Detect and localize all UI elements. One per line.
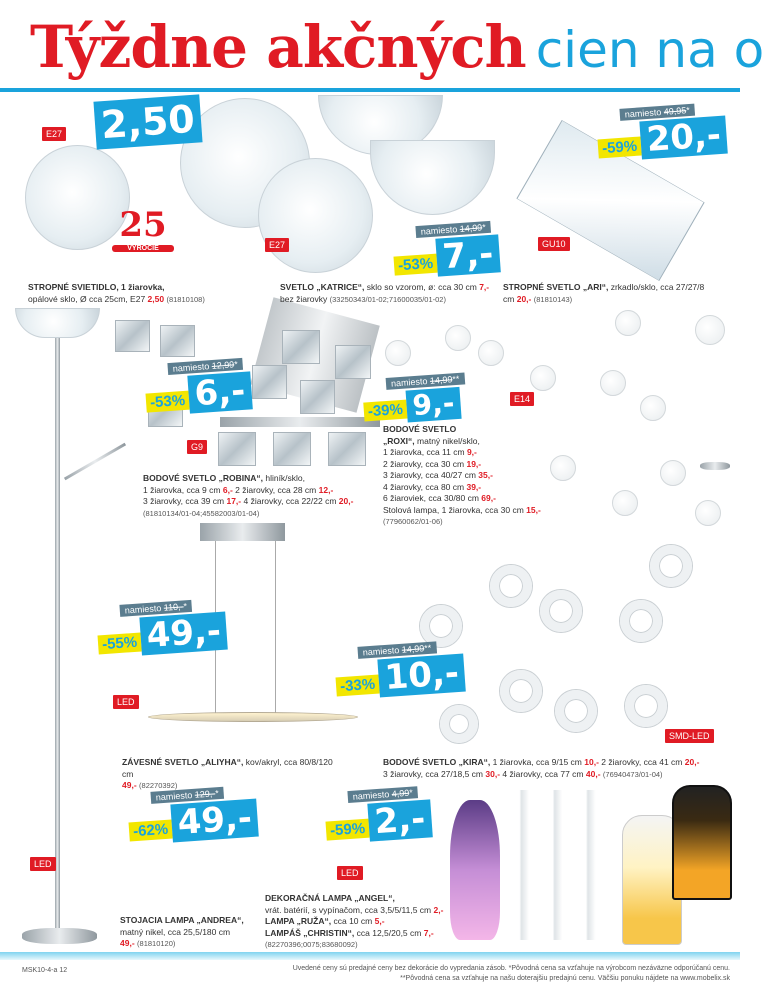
socket-label: LED bbox=[337, 866, 363, 880]
aliyha-bar bbox=[148, 712, 358, 722]
discount-badge: -39% bbox=[363, 400, 407, 422]
page-code: MSK10-4-a 12 bbox=[22, 967, 68, 974]
robina-bar bbox=[220, 417, 380, 427]
robina-cube bbox=[300, 380, 335, 414]
sale-price: 6,- bbox=[187, 371, 252, 413]
lantern-black-image bbox=[672, 785, 732, 900]
discount-badge: -59% bbox=[598, 136, 642, 158]
roxi-bulb bbox=[640, 395, 666, 421]
robina-cube bbox=[335, 345, 371, 379]
roxi-bulb bbox=[695, 315, 725, 345]
roxi-bulb bbox=[612, 490, 638, 516]
price-tag-kira bbox=[333, 636, 466, 701]
aliyha-canopy bbox=[200, 523, 285, 541]
product-desc-robina: BODOVÉ SVETLO „ROBINA“, hliník/sklo, 1 žiarovka, cca 9 cm 6,- 2 žiarovky, cca 28 cm 12,- 3 žiarovky, cca 39 cm 17,- 4 žiarovky, cca 22/22 cm 20,- (81810134/01-04;45582003/01-04) bbox=[143, 473, 354, 518]
robina-cube bbox=[328, 432, 366, 466]
roxi-bulb bbox=[385, 340, 411, 366]
socket-label: GU10 bbox=[538, 237, 570, 251]
robina-cube bbox=[218, 432, 256, 466]
kira-ring bbox=[440, 705, 478, 743]
robina-cube bbox=[160, 325, 195, 357]
socket-label: LED bbox=[30, 857, 56, 871]
product-desc-katrice: SVETLO „KATRICE“, sklo so vzorom, ø: cca 30 cm 7,- bez žiarovky (33250343/01-02;71600035/01-02) bbox=[280, 282, 490, 304]
original-price: namiesto 14,99** bbox=[386, 372, 465, 389]
price-tag-ari bbox=[595, 98, 728, 163]
product-desc-aliyha: ZÁVESNÉ SVETLO „ALIYHA“, kov/akryl, cca 80/8/120 cm 49,- (82270392) bbox=[122, 757, 333, 790]
sale-price: 7,- bbox=[435, 234, 500, 276]
original-price: namiesto 14,99** bbox=[357, 641, 436, 658]
price-tag-katrice bbox=[391, 216, 500, 279]
original-price: namiesto 4,99* bbox=[347, 786, 418, 803]
product-desc-stropne: STROPNÉ SVIETIDLO, 1 žiarovka, opálové sklo, Ø cca 25cm, E27 2,50 (81810108) bbox=[28, 282, 205, 304]
table-lamp-base bbox=[700, 462, 730, 470]
reading-arm bbox=[64, 443, 126, 481]
price-tag-robina bbox=[143, 353, 252, 416]
original-price: namiesto 12,99* bbox=[167, 358, 243, 375]
discount-badge: -53% bbox=[393, 254, 437, 276]
sale-price: 49,- bbox=[139, 612, 228, 656]
rose-lamps-image bbox=[510, 790, 605, 940]
product-desc-roxi: BODOVÉ SVETLO „ROXI“, matný nikel/sklo, 1 žiarovka, cca 11 cm 9,- 2 žiarovky, cca 30 cm 19,- 3 žiarovky, cca 40/27 cm 35,- 4 žiarovky, cca 80 cm 39,- 6 žiaroviek, cca 30/80 cm 69,- Stolová lampa, 1 žiarovka, cca 30 cm 15,- (77960062/01-06) bbox=[383, 424, 541, 526]
floor-lamp-pole bbox=[55, 330, 60, 930]
socket-label: LED bbox=[113, 695, 139, 709]
roxi-bulb bbox=[660, 460, 686, 486]
robina-cube bbox=[115, 320, 150, 352]
kira-ring bbox=[500, 670, 542, 712]
discount-badge: -53% bbox=[145, 391, 189, 413]
socket-label: E14 bbox=[510, 392, 534, 406]
floor-lamp-head bbox=[15, 308, 100, 338]
katrice-wall-image bbox=[370, 140, 495, 215]
kira-ring bbox=[650, 545, 692, 587]
robina-cube bbox=[282, 330, 320, 364]
sale-price: 2,- bbox=[367, 799, 432, 841]
roxi-bulb bbox=[600, 370, 626, 396]
robina-cube bbox=[273, 432, 311, 466]
roxi-bulb bbox=[530, 365, 556, 391]
footer-disclaimer: Uvedené ceny sú predajné ceny bez dekorácie do vypredania zásob. *Pôvodná cena sa vzťahuje na výrobcom nezáväzne odporúčanú cenu. **Pôvodná cena sa vzťahuje na našu doterajšiu predajnú cenu. Väčšiu ponuku nájdete na www.mobelix.sk bbox=[292, 965, 730, 982]
price-tag-roxi bbox=[361, 368, 467, 425]
sale-price: 20,- bbox=[639, 116, 728, 160]
product-desc-angel: DEKORAČNÁ LAMPA „ANGEL“, vrát. batérií, s vypínačom, cca 3,5/5/11,5 cm 2,- LAMPA „RUŽA“, cca 10 cm 5,- LAMPÁŠ „CHRISTIN“, cca 12,5/20,5 cm 7,- (82270396;0075;83680092) bbox=[265, 893, 444, 949]
original-price: namiesto 49,95* bbox=[619, 104, 695, 121]
price-tag-stropne: 2,50 bbox=[93, 94, 202, 149]
sale-price: 9,- bbox=[406, 387, 462, 423]
product-desc-andrea: STOJACIA LAMPA „ANDREA“, matný nikel, cca 25,5/180 cm 49,- (81810120) bbox=[120, 915, 244, 948]
robina-cube bbox=[252, 365, 287, 399]
roxi-bulb bbox=[695, 500, 721, 526]
kira-ring bbox=[620, 600, 662, 642]
discount-badge: -33% bbox=[336, 674, 380, 696]
discount-badge: -55% bbox=[98, 632, 142, 654]
aliyha-wire bbox=[275, 541, 276, 716]
socket-label: E27 bbox=[265, 238, 289, 252]
original-price: namiesto 14,99* bbox=[415, 221, 491, 238]
page-title: Týždne akčných cien na o bbox=[30, 13, 764, 81]
kira-ring bbox=[555, 690, 597, 732]
sale-price: 49,- bbox=[170, 799, 259, 843]
roxi-bulb bbox=[615, 310, 641, 336]
katrice-disc-image bbox=[258, 158, 373, 273]
anniversary-badge: 25 VÝROČIE bbox=[112, 205, 174, 267]
price-tag-aliyha bbox=[95, 594, 228, 659]
roxi-bulb bbox=[445, 325, 471, 351]
socket-label: G9 bbox=[187, 440, 207, 454]
roxi-bulb bbox=[478, 340, 504, 366]
socket-label: E27 bbox=[42, 127, 66, 141]
discount-badge: -62% bbox=[129, 819, 173, 841]
discount-badge: -59% bbox=[325, 819, 369, 841]
kira-ring bbox=[490, 565, 532, 607]
kira-ring bbox=[540, 590, 582, 632]
original-price: namiesto 129,-* bbox=[150, 787, 224, 804]
socket-label: SMD-LED bbox=[665, 729, 714, 743]
product-desc-kira: BODOVÉ SVETLO „KIRA“, 1 žiarovka, cca 9/15 cm 10,- 2 žiarovky, cca 41 cm 20,- 3 žiarovky, cca 27/18,5 cm 30,- 4 žiarovky, cca 77 cm 40,- (76940473/01-04) bbox=[383, 757, 700, 779]
floor-lamp-base bbox=[22, 928, 97, 944]
kira-ring bbox=[625, 685, 667, 727]
sale-price: 10,- bbox=[377, 654, 466, 698]
product-desc-ari: STROPNÉ SVETLO „ARI“, zrkadlo/sklo, cca 27/27/8 cm 20,- (81810143) bbox=[503, 282, 705, 304]
footer-band bbox=[0, 952, 740, 960]
original-price: namiesto 110,-* bbox=[119, 600, 192, 617]
top-divider bbox=[0, 88, 740, 92]
